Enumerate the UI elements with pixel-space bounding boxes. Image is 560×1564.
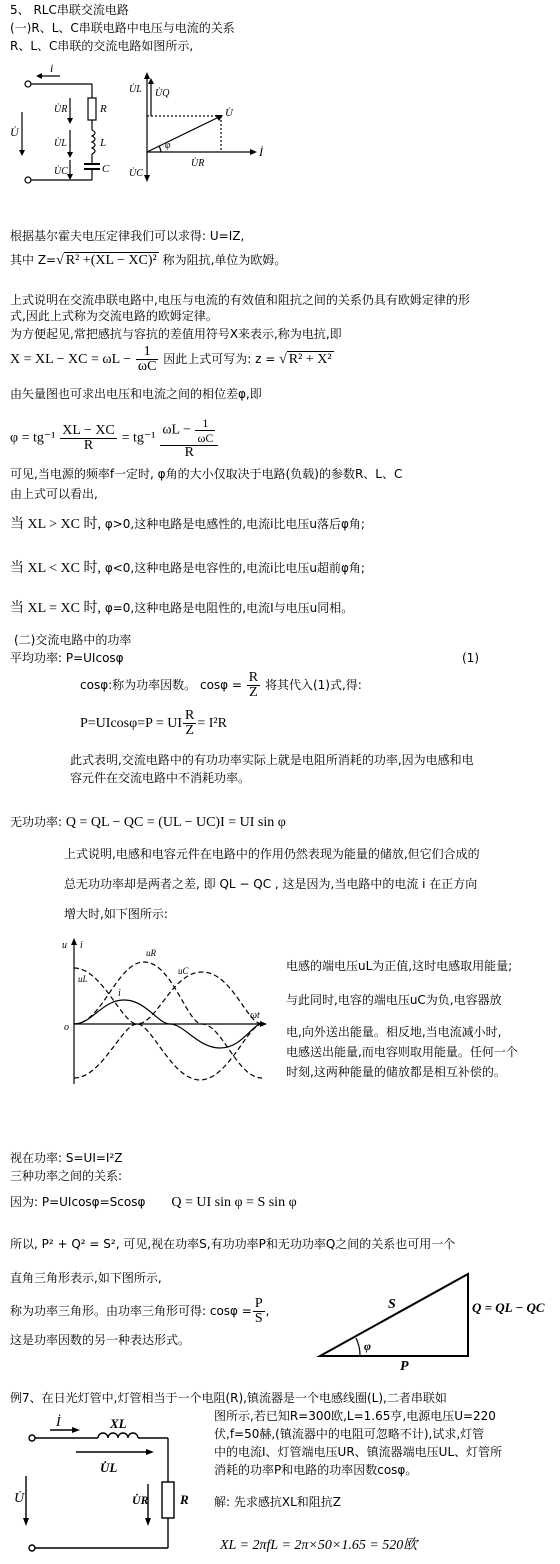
power-factor-line: cosφ:称为功率因数。 cosφ = $\frac{R}{Z}$ 将其代入(1)式,得: <box>80 670 362 700</box>
wave-text-2: 与此同时,电容的端电压uC为负,电容器放 <box>286 993 502 1007</box>
phasor-i-label: İ <box>259 145 263 159</box>
intro-text: R、L、C串联的交流电路如图所示, <box>10 39 194 53</box>
phasor-u-label: U̇ <box>225 107 233 119</box>
phase-fraction-2: ωL − $\frac{1}{\omega C}$ R <box>160 416 218 460</box>
uc-label: U̇C <box>54 166 68 177</box>
wave-text-5: 时刻,这两种能量的储放都是相互补偿的。 <box>286 1065 506 1079</box>
reactance-fraction: $\frac{1}{\omega C}$ <box>137 344 157 374</box>
ul-curve-label: uL <box>78 974 88 984</box>
reactive-line-1: 上式说明,电感和电容元件在电路中的作用仍然表现为能量的储放,但它们合成的 <box>64 847 480 861</box>
example-line-2: 图所示,若已知R=300欧,L=1.65亨,电源电压U=220 <box>214 1409 496 1423</box>
case-resistive: 当 XL = XC 时, φ=0,这种电路是电阻性的,电流I与电压u同相。 <box>10 601 354 616</box>
note-line-1: 此式表明,交流电路中的有功功率实际上就是电阻所消耗的功率,因为电感和电 <box>70 753 474 767</box>
power-triangle <box>310 1270 560 1374</box>
c2-ur-label: U̇R <box>132 1493 149 1507</box>
apparent-power: 视在功率: S=UI=I²Z <box>10 1151 123 1165</box>
note-line-2: 容元件在交流电路中不消耗功率。 <box>70 771 251 785</box>
example-line-3: 伏,f=50赫,(镇流器中的电阻可忽略不计),试求,灯管 <box>214 1427 485 1441</box>
impedance-prefix: 其中 Z= <box>10 253 57 267</box>
impedance-radicand: R² +(XL − XC)² <box>65 253 157 268</box>
phase-intro: 由矢量图也可求出电压和电流之间的相位差φ,即 <box>10 387 262 401</box>
section-heading: 5、 RLC串联交流电路 <box>10 3 129 17</box>
solution-line: 解: 先求感抗XL和阻抗Z <box>214 1495 341 1509</box>
c2-xl-label: XL <box>110 1416 127 1431</box>
case-inductive: 当 XL > XC 时, φ>0,这种电路是电感性的,电流i比电压u落后φ角; <box>10 517 365 532</box>
phase-equation <box>10 416 219 460</box>
kvl-text: 根据基尔霍夫电压定律我们可以求得: U=IZ, <box>10 229 245 243</box>
condition-2: 由上式可以看出, <box>10 487 98 501</box>
waveform-graph <box>62 938 272 1088</box>
example-line-5: 消耗的功率P和电路的功率因数cosφ。 <box>214 1463 418 1477</box>
triangle-phi-label: φ <box>364 1339 372 1353</box>
reactive-line-3: 增大时,如下图所示: <box>64 907 168 921</box>
resistor-label: R <box>100 103 107 115</box>
c2-current-label: İ <box>56 1415 61 1430</box>
phasor-diagram <box>125 70 275 190</box>
subsection-title: (一)R、L、C串联电路中电压与电流的关系 <box>10 21 235 35</box>
reactance-expression: X = XL − XC = ωL − <box>10 352 132 367</box>
phasor-ur-label: U̇R <box>191 158 205 169</box>
ur-label: U̇R <box>54 104 68 115</box>
so-line-3: 称为功率三角形。由功率三角形可得: cosφ = $\frac{P}{S}$ , <box>10 1296 270 1326</box>
phasor-uc-label: U̇C <box>129 168 143 179</box>
paragraph-ohm-2: 式,因此上式称为交流电路的欧姆定律。 <box>10 309 218 323</box>
ur-curve-label: uR <box>146 948 156 958</box>
current-label: i <box>50 61 54 75</box>
active-power-equation: P=UIcosφ=P = UI $\frac{R}{Z}$ = I²R <box>80 708 227 738</box>
because-line: 因为: P=UIcosφ=Scosφ Q = UI sin φ = S sin φ <box>10 1195 297 1210</box>
impedance-radicand-x: R² + X² <box>288 352 332 367</box>
lamp-circuit-diagram <box>14 1406 204 1556</box>
phasor-phi-label: φ <box>165 140 171 151</box>
phase-prefix: φ = tg⁻¹ <box>10 430 56 446</box>
origin-label: o <box>64 1022 69 1033</box>
phase-middle: = tg⁻¹ <box>121 430 156 446</box>
triangle-s-label: S <box>388 1297 396 1312</box>
impedance-suffix: 称为阻抗,单位为欧姆。 <box>162 253 287 267</box>
c2-u-label: U̇ <box>14 1491 25 1506</box>
relation-title: 三种功率之间的关系: <box>10 1169 123 1183</box>
case-capacitive: 当 XL < XC 时, φ<0,这种电路是电容性的,电流i比电压u超前φ角; <box>10 561 365 576</box>
capacitor-label: C <box>102 163 110 175</box>
so-line-4: 这是功率因数的另一种表达形式。 <box>10 1333 191 1347</box>
rlc-circuit-diagram <box>10 62 120 192</box>
average-power: 平均功率: P=UIcosφ <box>10 651 124 665</box>
triangle-p-label: P <box>400 1359 409 1374</box>
source-voltage-label: U̇ <box>10 125 19 139</box>
i-curve-label: i <box>118 988 121 999</box>
so-line-2: 直角三角形表示,如下图所示, <box>10 1271 162 1285</box>
axis-u-label: u <box>62 940 67 951</box>
triangle-q-label: Q = QL − QC <box>472 1300 545 1315</box>
phase-fraction-1: $\frac{XL - XC}{R}$ <box>62 422 115 453</box>
phasor-uq-label: U̇Q <box>155 88 170 99</box>
paragraph-ohm-1: 上式说明在交流串联电路中,电压与电流的有效值和阻抗之间的关系仍具有欧姆定律的形 <box>10 293 470 307</box>
ul-label: U̇L <box>54 138 67 149</box>
reactance-intro: 为方便起见,常把感抗与容抗的差值用符号X来表示,称为电抗,即 <box>10 327 342 341</box>
example-line-4: 中的电流I、灯管端电压UR、镇流器端电压UL、灯管所 <box>214 1445 503 1459</box>
uc-curve-label: uC <box>178 966 189 976</box>
equation-number: (1) <box>462 651 479 665</box>
condition-1: 可见,当电源的频率f一定时, φ角的大小仅取决于电路(负载)的参数R、L、C <box>10 467 403 481</box>
impedance-line: 其中 Z=√ R² +(XL − XC)² 称为阻抗,单位为欧姆。 <box>10 253 287 268</box>
wave-text-3: 电,向外送出能量。相反地,当电流减小时, <box>286 1025 502 1039</box>
example-line-1: 例7、在日光灯管中,灯管相当于一个电阻(R),镇流器是一个电感线圈(L),二者串联如 <box>10 1391 447 1405</box>
phasor-ul-label: U̇L <box>129 84 142 95</box>
wave-text-4: 电感送出能量,而电容则取用能量。任何一个 <box>286 1045 518 1059</box>
c2-ul-label: U̇L <box>100 1460 118 1475</box>
so-line-1: 所以, P² + Q² = S², 可见,视在功率S,有功功率P和无功功率Q之间的关系也可用一个 <box>10 1237 456 1251</box>
reactive-power-line: 无功功率: Q = QL − QC = (UL − UC)I = UI sin φ <box>10 815 286 830</box>
reactance-equation: X = XL − XC = ωL − $\frac{1}{\omega C}$ 因此上式可写为: z = √ R² + X² <box>10 344 332 374</box>
power-subsection-title: (二)交流电路中的功率 <box>14 633 132 647</box>
c2-r-label: R <box>180 1492 189 1507</box>
inductor-label: L <box>100 137 107 149</box>
reactive-line-2: 总无功功率却是两者之差, 即 QL − QC , 这是因为,当电路中的电流 i 在正方向 <box>64 877 478 891</box>
axis-wt-label: ωt <box>250 1010 260 1021</box>
wave-text-1: 电感的端电压uL为正值,这时电感取用能量; <box>286 959 513 973</box>
axis-i-label: i <box>80 940 83 951</box>
xl-calculation: XL = 2πfL = 2π×50×1.65 = 520欧 <box>220 1538 418 1553</box>
reactance-middle: 因此上式可写为: z = <box>163 352 276 366</box>
